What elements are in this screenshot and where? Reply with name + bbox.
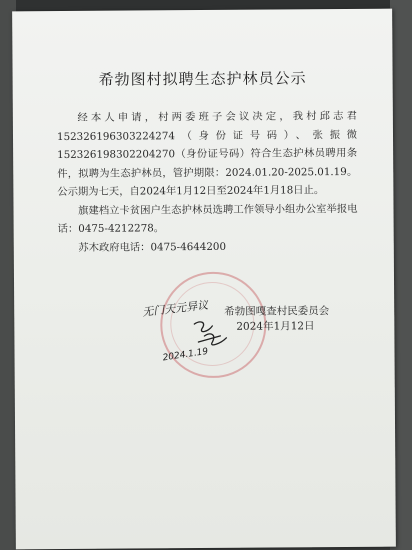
handwritten-date: 2024.1.19: [162, 346, 209, 364]
issuer-name: 希勃图嘎查村民委员会: [224, 305, 330, 318]
handwritten-note: 无门天元异议: [141, 298, 209, 319]
handwritten-signature: [190, 314, 230, 350]
notice-paragraph-government-phone: 苏木政府电话：0475-4644200: [78, 240, 227, 254]
notice-paragraph-main: 经本人申请，村两委班子会议决定，我村邱志君152326196303224274（身份证号码）、张振微152326198302204270（身份证号码）符合生态护林员聘用条件，拟聘为生态护林员，管护期限：2024.01.20-2025.01.19。公示期为七天，自2024年1月12日至2024年1月18日止。: [56, 109, 358, 199]
notice-body: [57, 107, 358, 257]
issue-date: 2024年1月12日: [236, 320, 315, 333]
notice-title: 希勃图村拟聘生态护林员公示: [98, 69, 307, 89]
notice-paragraph-hotline: 旗建档立卡贫困户生态护林员选聘工作领导小组办公室举报电话：0475-4212278。: [57, 202, 358, 236]
notice-paper: [12, 9, 396, 550]
